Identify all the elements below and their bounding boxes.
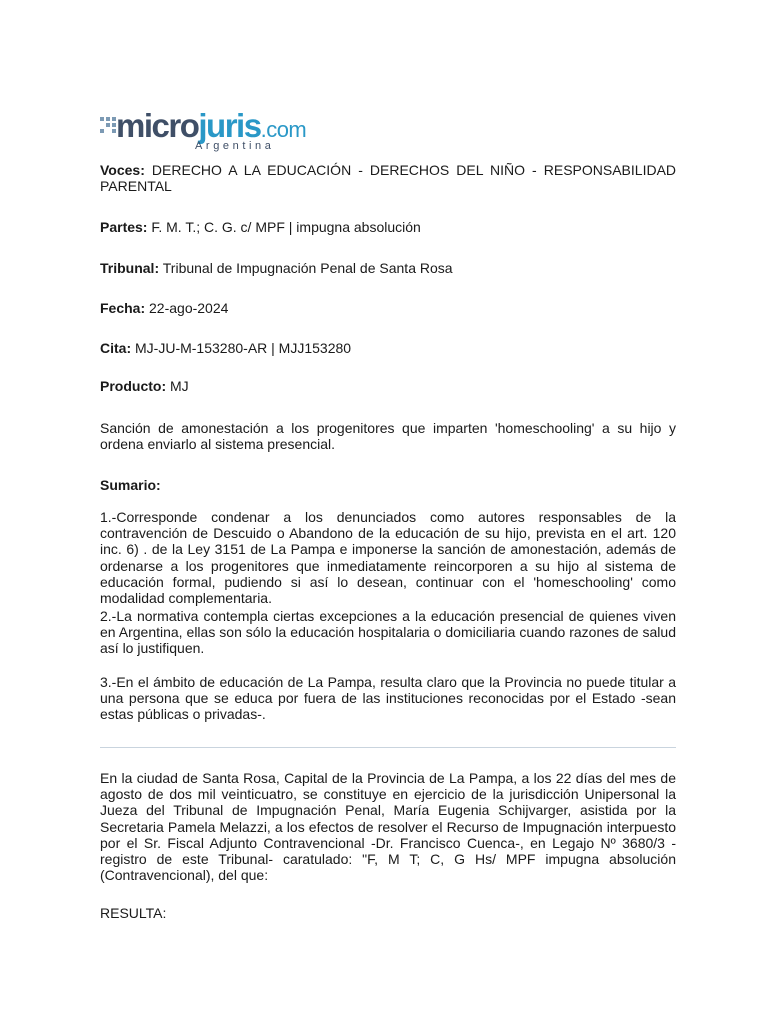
cita-label: Cita: — [100, 340, 132, 356]
partes-label: Partes: — [100, 219, 148, 235]
microjuris-logo — [100, 108, 330, 156]
producto-field — [100, 378, 676, 394]
cita-value: MJ-JU-M-153280-AR | MJJ153280 — [135, 340, 352, 356]
logo-dots-icon — [100, 117, 116, 137]
cita-field — [100, 340, 676, 356]
tribunal-field — [100, 260, 676, 276]
producto-label: Producto: — [100, 378, 167, 394]
tribunal-label: Tribunal: — [100, 260, 160, 276]
logo-wordmark: microjuris.com — [116, 107, 307, 144]
tribunal-value: Tribunal de Impugnación Penal de Santa Rosa — [162, 260, 453, 276]
resulta-heading: RESULTA: — [100, 905, 167, 921]
voces-field — [100, 162, 676, 194]
section-divider — [100, 747, 676, 748]
sumario-heading — [100, 477, 676, 493]
voces-value: DERECHO A LA EDUCACIÓN - DERECHOS DEL NIÑO - RESPONSABILIDAD PARENTAL — [100, 162, 677, 194]
partes-field — [100, 219, 676, 235]
partes-value: F. M. T.; C. G. c/ MPF | impugna absolución — [151, 219, 421, 235]
sumario-item: 2.-La normativa contempla ciertas excepciones a la educación presencial de quienes viven en Argentina, ellas son sólo la educación hospitalaria o domiciliaria cuando razones de salud así lo justifiquen. — [100, 608, 676, 657]
fecha-value: 22-ago-2024 — [149, 300, 229, 316]
sumario-item: 1.-Corresponde condenar a los denunciados como autores responsables de la contravención de Descuido o Abandono de la educación de su hijo, prevista en el art. 120 inc. 6) . de la Ley 3151 de La Pampa e imponerse la sanción de amonestación, además de ordenarse a los progenitores que inmediatamente reincorporen a su hijo al sistema de educación formal, pudiendo si así lo desean, continuar con el 'homeschooling' como modalidad complementaria. — [100, 509, 676, 607]
producto-value: MJ — [170, 378, 189, 394]
fecha-label: Fecha: — [100, 300, 146, 316]
voces-label: Voces: — [100, 162, 145, 178]
sumario-title: Sumario: — [100, 477, 161, 493]
logo-country: Argentina — [195, 140, 275, 152]
fecha-field — [100, 300, 676, 316]
summary-intro: Sanción de amonestación a los progenitores que imparten 'homeschooling' a su hijo y ordena enviarlo al sistema presencial. — [100, 420, 676, 453]
sumario-item: 3.-En el ámbito de educación de La Pampa, resulta claro que la Provincia no puede titular a una persona que se educa por fuera de las instituciones reconocidas por el Estado -sean estas públicas o privadas-. — [100, 674, 676, 723]
ruling-opening: En la ciudad de Santa Rosa, Capital de la Provincia de La Pampa, a los 22 días del mes de agosto de dos mil veinticuatro, se constituye en ejercicio de la jurisdicción Unipersonal la Jueza del Tribunal de Impugnación Penal, María Eugenia Schijvarger, asistida por la Secretaria Pamela Melazzi, a los efectos de resolver el Recurso de Impugnación interpuesto por el Sr. Fiscal Adjunto Contravencional -Dr. Francisco Cuenca-, en Legajo Nº 3680/3 - registro de este Tribunal- caratulado: "F, M T; C, G Hs/ MPF impugna absolución (Contravencional), del que: — [100, 770, 676, 884]
